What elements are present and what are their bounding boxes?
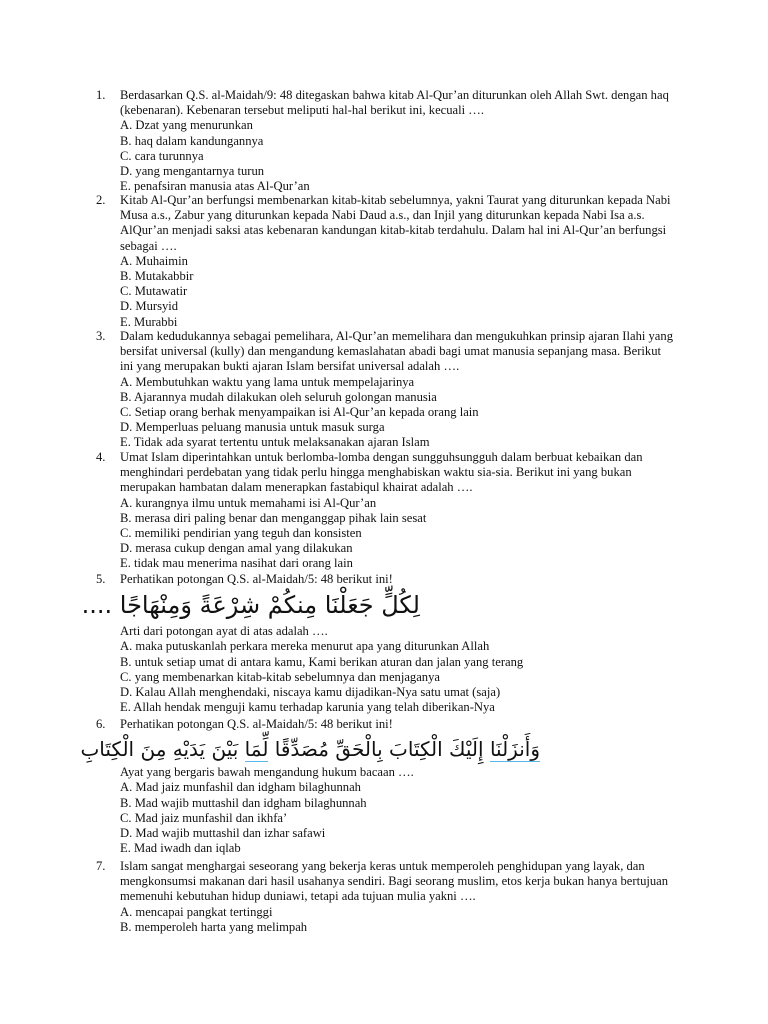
question-stem: Perhatikan potongan Q.S. al-Maidah/5: 48 berikut ini! bbox=[120, 717, 393, 731]
option-e: E. Murabbi bbox=[120, 314, 178, 329]
question-prompt: Arti dari potongan ayat di atas adalah …. bbox=[120, 624, 328, 639]
question-1 bbox=[96, 88, 676, 194]
option-a: A. Mad jaiz munfashil dan idgham bilaghunnah bbox=[120, 780, 361, 795]
option-e: E. tidak mau menerima nasihat dari orang lain bbox=[120, 556, 353, 571]
question-prompt: Ayat yang bergaris bawah mengandung hukum bacaan …. bbox=[120, 765, 414, 780]
option-b: B. Mutakabbir bbox=[120, 269, 194, 284]
question-4 bbox=[96, 450, 676, 572]
option-b: B. merasa diri paling benar dan menganggap pihak lain sesat bbox=[120, 510, 427, 525]
option-d: D. Memperluas peluang manusia untuk masuk surga bbox=[120, 420, 385, 435]
arabic-verse bbox=[81, 588, 420, 622]
option-d: D. merasa cukup dengan amal yang dilakukan bbox=[120, 541, 353, 556]
options-list bbox=[120, 375, 676, 451]
option-a: A. maka putuskanlah perkara mereka menurut apa yang diturunkan Allah bbox=[120, 639, 490, 654]
question-2 bbox=[96, 193, 676, 330]
question-number: 1. bbox=[96, 88, 106, 102]
question-number: 2. bbox=[96, 193, 106, 207]
arabic-verse-dots: .... bbox=[81, 591, 113, 620]
options-list bbox=[120, 118, 676, 194]
options-list bbox=[120, 905, 676, 935]
question-stem: Islam sangat menghargai seseorang yang bekerja keras untuk memperoleh penghidupan yang layak, dan mengkonsumsi makanan dari hasil usahanya sendiri. Bagi seorang muslim, etos kerja bukan hanya bertujuan memenuhi kebutuhan hidup duniawi, tetapi ada tujuan mulia yakni …. bbox=[120, 859, 669, 904]
option-d: D. Kalau Allah menghendaki, niscaya kamu dijadikan-Nya satu umat (saja) bbox=[120, 685, 501, 700]
question-stem: Perhatikan potongan Q.S. al-Maidah/5: 48 berikut ini! bbox=[120, 572, 393, 586]
option-a: A. Membutuhkan waktu yang lama untuk mempelajarinya bbox=[120, 374, 415, 389]
question-number: 4. bbox=[96, 450, 106, 464]
option-e: E. Mad iwadh dan iqlab bbox=[120, 841, 241, 856]
option-a: A. Muhaimin bbox=[120, 253, 188, 268]
question-stem: Umat Islam diperintahkan untuk berlomba-lomba dengan sungguhsungguh dalam berbuat kebaikan dan menghindari perdebatan yang tidak perlu hingga menghabiskan waktu sia-sia. Berikut ini yang bukan merupakan hambatan dalam menerapkan fastabiqul khairat adalah …. bbox=[120, 450, 643, 495]
option-e: E. Allah hendak menguji kamu terhadap karunia yang telah diberikan-Nya bbox=[120, 700, 495, 715]
option-b: B. haq dalam kandungannya bbox=[120, 133, 264, 148]
option-e: E. Tidak ada syarat tertentu untuk melaksanakan ajaran Islam bbox=[120, 435, 430, 450]
option-c: C. Mad jaiz munfashil dan ikhfa’ bbox=[120, 810, 288, 825]
arabic-underlined-word: لِّمَا bbox=[244, 737, 269, 762]
option-c: C. cara turunnya bbox=[120, 148, 204, 163]
question-7 bbox=[96, 859, 676, 935]
arabic-underlined-word: وَأَنزَلْنَا bbox=[489, 737, 540, 762]
question-5 bbox=[81, 572, 676, 715]
question-number: 3. bbox=[96, 329, 106, 343]
options-list bbox=[120, 780, 676, 856]
option-a: A. kurangnya ilmu untuk memahami isi Al-Qur’an bbox=[120, 495, 377, 510]
question-stem: Dalam kedudukannya sebagai pemelihara, Al-Qur’an memelihara dan mengukuhkan prinsip ajaran Ilahi yang bersifat universal (kully) dan mengandung kemaslahatan abadi bagi umat manusia sepanjang masa. Berikut ini yang merupakan bukti ajaran Islam bersifat universal adalah …. bbox=[120, 329, 673, 374]
option-e: E. penafsiran manusia atas Al-Qur’an bbox=[120, 179, 310, 194]
question-stem: Berdasarkan Q.S. al-Maidah/9: 48 ditegaskan bahwa kitab Al-Qur’an diturunkan oleh Allah Swt. dengan haq (kebenaran). Kebenaran tersebut meliputi hal-hal berikut ini, kecuali …. bbox=[120, 88, 669, 118]
question-number: 6. bbox=[96, 717, 106, 731]
arabic-verse bbox=[80, 734, 540, 764]
arabic-verse-text: لِكُلٍّ جَعَلْنَا مِنكُمْ شِرْعَةً وَمِنْهَاجًا bbox=[119, 591, 420, 620]
option-b: B. memperoleh harta yang melimpah bbox=[120, 919, 308, 934]
option-c: C. Mutawatir bbox=[120, 284, 188, 299]
option-b: B. Ajarannya mudah dilakukan oleh seluruh golongan manusia bbox=[120, 389, 437, 404]
question-stem: Kitab Al-Qur’an berfungsi membenarkan kitab-kitab sebelumnya, yakni Taurat yang diturunkan kepada Nabi Musa a.s., Zabur yang diturunkan kepada Nabi Daud a.s., dan Injil yang diturunkan kepada Nabi Isa a.s. AlQur’an menjadi saksi atas kebenaran kandungan kitab-kitab terdahulu. Dalam hal ini Al-Qur’an berfungsi sebagai …. bbox=[120, 193, 671, 253]
option-d: D. yang mengantarnya turun bbox=[120, 164, 265, 179]
option-b: B. Mad wajib muttashil dan idgham bilaghunnah bbox=[120, 795, 367, 810]
question-3 bbox=[96, 329, 676, 451]
option-c: C. Setiap orang berhak menyampaikan isi Al-Qur’an kepada orang lain bbox=[120, 405, 479, 420]
question-number: 7. bbox=[96, 859, 106, 873]
options-list bbox=[120, 496, 676, 572]
arabic-verse-text: إِلَيْكَ الْكِتَابَ بِالْحَقِّ مُصَدِّقًا bbox=[268, 737, 490, 762]
option-a: A. mencapai pangkat tertinggi bbox=[120, 904, 273, 919]
question-number: 5. bbox=[96, 572, 106, 586]
option-c: C. memiliki pendirian yang teguh dan konsisten bbox=[120, 526, 362, 541]
option-b: B. untuk setiap umat di antara kamu, Kami berikan aturan dan jalan yang terang bbox=[120, 654, 524, 669]
option-d: D. Mad wajib muttashil dan izhar safawi bbox=[120, 826, 326, 841]
options-list bbox=[120, 639, 676, 715]
options-list bbox=[120, 254, 676, 330]
question-6 bbox=[80, 717, 676, 856]
arabic-verse-text: بَيْنَ يَدَيْهِ مِنَ الْكِتَابِ bbox=[80, 737, 245, 762]
option-a: A. Dzat yang menurunkan bbox=[120, 118, 253, 133]
option-c: C. yang membenarkan kitab-kitab sebelumnya dan menjaganya bbox=[120, 669, 440, 684]
option-d: D. Mursyid bbox=[120, 299, 179, 314]
